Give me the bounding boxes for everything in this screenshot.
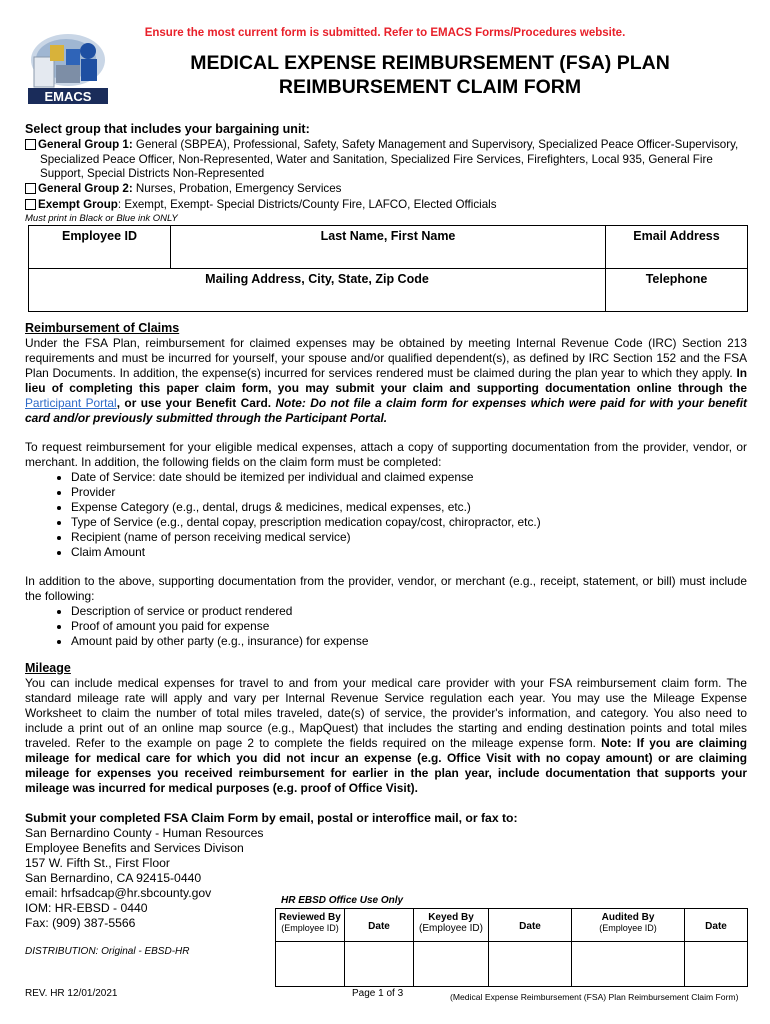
group-select-label: Select group that includes your bargaining unit: (25, 122, 310, 136)
page-number: Page 1 of 3 (352, 988, 404, 999)
exempt-desc: : Exempt, Exempt- Special Districts/County Fire, LAFCO, Elected Officials (117, 198, 497, 211)
email-label: Email Address (633, 229, 720, 243)
form-title-line2: REIMBURSEMENT CLAIM FORM (278, 76, 582, 98)
mileage-text (25, 676, 747, 796)
logo-text: EMACS (44, 89, 92, 104)
group1-desc: General (SBPEA), Professional, Safety, Safety Management and Supervisory, Specialized Peace Officer-Supervisory, (132, 138, 739, 151)
address-line: Employee Benefits and Services Divison (25, 841, 244, 855)
date-label-1: Date (368, 921, 390, 932)
employee-info-table (28, 225, 748, 312)
group1-desc-line2: Specialized Peace Officer, Non-Represented, Water and Sanitation, Specialized Fire Services, Firefighters, Local 935, General Fire (40, 153, 713, 166)
mileage-heading: Mileage (25, 661, 71, 675)
reimbursement-p1-bold-a: In lieu of completing this paper claim form, you may submit your claim and supporting documentation online through the (25, 366, 748, 395)
address-line: San Bernardino County - Human Resources (25, 826, 264, 840)
name-cell[interactable] (171, 226, 606, 269)
list-item: • Date of Service: date should be itemized per individual and claimed expense (71, 470, 747, 485)
office-use-table (275, 908, 748, 987)
date-label-2: Date (519, 921, 541, 932)
reimbursement-p1-bold-b: , or use your Benefit Card. (116, 396, 272, 410)
keyed-by-sub: (Employee ID) (419, 923, 483, 934)
audited-by-label: Audited By (601, 912, 655, 923)
group2-checkbox[interactable] (25, 183, 36, 194)
keyed-by-field[interactable] (414, 942, 489, 987)
list-item: • Claim Amount (71, 545, 747, 560)
address-line: San Bernardino, CA 92415-0440 (25, 871, 202, 885)
address-line: email: hrfsadcap@hr.sbcounty.gov (25, 886, 212, 900)
address-line: IOM: HR-EBSD - 0440 (25, 901, 148, 915)
distribution-note: DISTRIBUTION: Original - EBSD-HR (25, 946, 190, 957)
address-line: 157 W. Fifth St., First Floor (25, 856, 170, 870)
group2-name: General Group 2: (38, 182, 133, 195)
email-cell[interactable] (606, 226, 748, 269)
required-fields-list (25, 470, 747, 560)
group1-desc-line3: Support, Special Districts Non-Represented (40, 167, 265, 180)
reimbursement-heading: Reimbursement of Claims (25, 321, 180, 335)
mileage-section (25, 661, 747, 796)
submit-address (25, 826, 263, 931)
reviewed-by-sub: (Employee ID) (281, 923, 339, 933)
keyed-by-header (414, 909, 489, 942)
emacs-logo (28, 27, 108, 105)
keyed-by-label: Keyed By (428, 912, 474, 923)
mileage-body: You can include medical expenses for travel to and from your medical care provider with your FSA reimbursement claim form. The standard mileage rate will apply and vary per Internal Revenue Service regulation each year. You may use the Mileage Expense Worksheet to claim the number of total miles traveled, date(s) of service, the provider's information, and category. You also need to include a print out of an online map source (e.g., MapQuest) that includes the starting and ending destination points and total miles traveled. Refer to the example on page 2 to complete the fields required on the mileage expense form. (25, 676, 747, 750)
revision-note: REV. HR 12/01/2021 (25, 988, 118, 999)
list-item: • Provider (71, 485, 747, 500)
list-item: • Description of service or product rendered (71, 604, 747, 619)
address-cell[interactable] (29, 269, 606, 312)
date-header-3 (685, 909, 748, 942)
office-use-label: HR EBSD Office Use Only (281, 895, 404, 906)
reimbursement-p1-text: Under the FSA Plan, reimbursement for claimed expenses may be obtained by meeting Internal Revenue Code (IRC) Section 213 requirements and must be incurred for yourself, your spouse and/or qualified dependent(s), as defined by IRC Section 152 and the FSA Plan Documents. In addition, the expense(s) incurred for services rendered must be claimed during the plan year to which they apply. (25, 336, 747, 380)
audited-by-field[interactable] (572, 942, 685, 987)
reviewed-by-label: Reviewed By (279, 912, 341, 923)
group1-row (25, 137, 750, 152)
ink-note: Must print in Black or Blue ink ONLY (25, 213, 178, 224)
list-item: • Proof of amount you paid for expense (71, 619, 747, 634)
mileage-note: Note: If you are claiming mileage for medical care for which you did not incur an expense (e.g. Office Visit with no copay amount) or are claiming mileage for expenses you received reimbursement for earlier in the plan year, include documentation that supports your mileage was incurred for medical purposes (e.g. proof of Office Visit). (25, 736, 747, 795)
list-item: • Expense Category (e.g., dental, drugs & medicines, medical expenses, etc.) (71, 500, 747, 515)
notice-text: Ensure the most current form is submitted. Refer to EMACS Forms/Procedures website. (144, 27, 626, 39)
group1-checkbox[interactable] (25, 139, 36, 150)
form-title-line1: MEDICAL EXPENSE REIMBURSEMENT (FSA) PLAN (190, 52, 670, 74)
list-item: • Recipient (name of person receiving medical service) (71, 530, 747, 545)
exempt-row (25, 197, 497, 212)
employee-id-cell[interactable] (29, 226, 171, 269)
telephone-label: Telephone (645, 272, 708, 286)
form-name-footer: (Medical Expense Reimbursement (FSA) Plan Reimbursement Claim Form) (450, 992, 739, 1002)
address-line: Fax: (909) 387-5566 (25, 916, 136, 930)
reimbursement-section (25, 321, 747, 649)
participant-portal-link[interactable]: Participant Portal (25, 396, 117, 410)
reimbursement-p1 (25, 336, 747, 426)
reviewed-by-field[interactable] (276, 942, 345, 987)
audited-by-sub: (Employee ID) (599, 923, 657, 933)
reimbursement-note: Note: Do not file a claim form for expenses which were paid for with your benefit card and/or previously submitted through the Participant Portal. (25, 396, 747, 425)
list-item: • Amount paid by other party (e.g., insurance) for expense (71, 634, 747, 649)
address-label: Mailing Address, City, State, Zip Code (205, 272, 429, 286)
group2-desc: Nurses, Probation, Emergency Services (132, 182, 342, 195)
exempt-name: Exempt Group (38, 198, 118, 211)
audited-by-header (572, 909, 685, 942)
audited-date-field[interactable] (685, 942, 748, 987)
name-label: Last Name, First Name (320, 229, 456, 243)
group2-row (25, 181, 341, 196)
keyed-date-field[interactable] (489, 942, 572, 987)
group1-name: General Group 1: (38, 138, 133, 151)
reviewed-date-field[interactable] (345, 942, 414, 987)
documentation-list (25, 604, 747, 649)
telephone-cell[interactable] (606, 269, 748, 312)
date-header-1 (345, 909, 414, 942)
submit-heading: Submit your completed FSA Claim Form by email, postal or interoffice mail, or fax to: (25, 811, 518, 825)
date-label-3: Date (705, 921, 727, 932)
reimbursement-p2: To request reimbursement for your eligible medical expenses, attach a copy of supporting documentation from the provider, vendor, or merchant. In addition, the following fields on the claim form must be completed: (25, 440, 747, 469)
employee-id-label: Employee ID (61, 229, 138, 243)
exempt-checkbox[interactable] (25, 199, 36, 210)
list-item: • Type of Service (e.g., dental copay, prescription medication copay/cost, chiropractor, etc.) (71, 515, 747, 530)
date-header-2 (489, 909, 572, 942)
reimbursement-p3: In addition to the above, supporting documentation from the provider, vendor, or merchant (e.g., receipt, statement, or bill) must include the following: (25, 574, 747, 603)
reviewed-by-header (276, 909, 345, 942)
